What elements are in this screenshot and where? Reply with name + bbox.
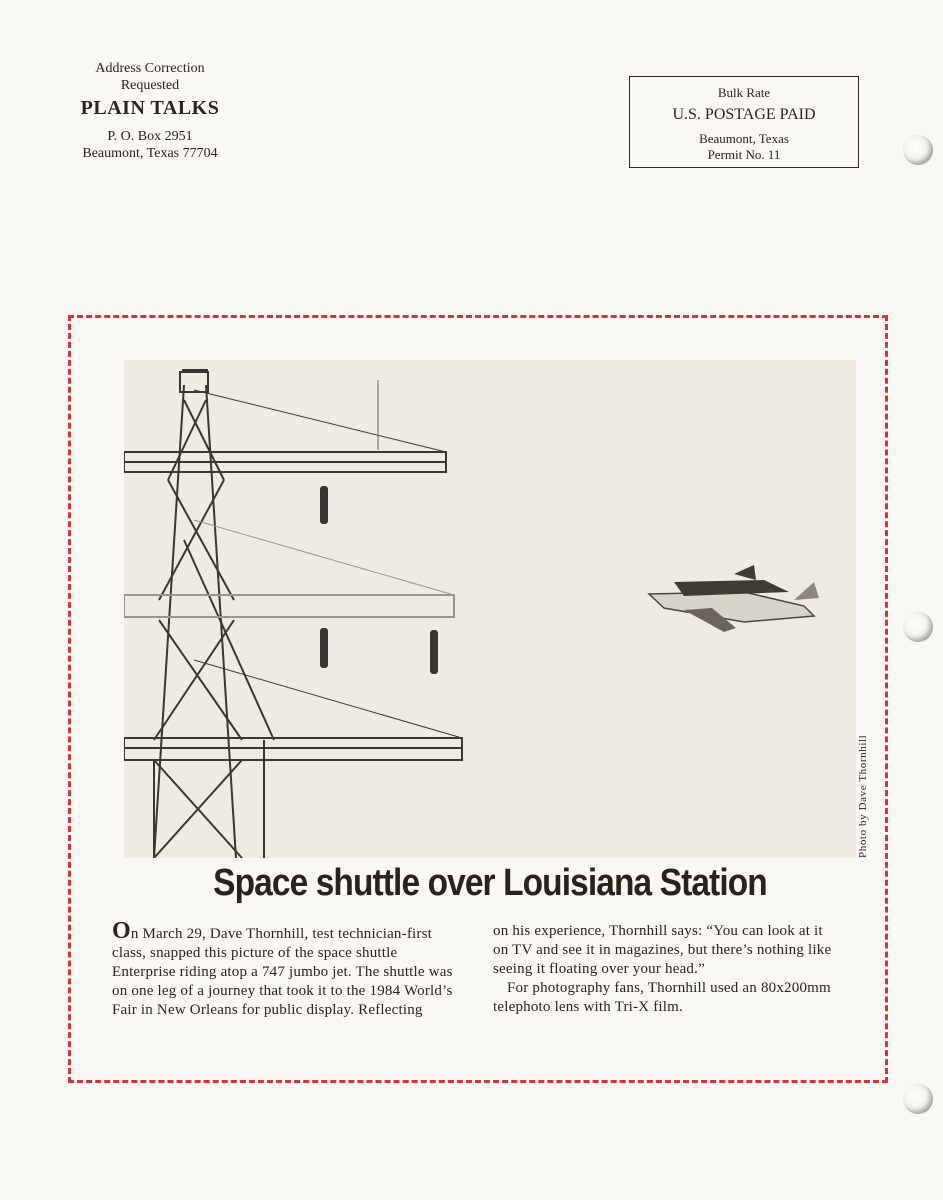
address-correction-line: Address Correction [95,61,205,76]
permit-number: Permit No. 11 [707,147,781,162]
publication-name: PLAIN TALKS [80,97,220,119]
drop-cap: O [112,918,131,944]
binder-hole-middle [903,612,933,642]
article-column-2 [493,922,833,1017]
article-column-1 [112,918,462,1020]
bulk-rate-label: Bulk Rate [717,85,771,100]
paragraph-1-text: n March 29, Dave Thornhill, test technician-first class, snapped this picture of the space shuttle Enterprise riding atop a 747 jumbo jet. The shuttle was on one leg of a journey that took it to the 1984 World’s Fair in New Orleans for public display. Reflecting [112,926,453,1018]
binder-hole-bottom [903,1084,933,1114]
photo-credit: Photo by Dave Thornhill [857,734,869,858]
postage-paid-label: U.S. POSTAGE PAID [672,106,816,123]
article-paragraph-1-start [112,918,462,1020]
headline: Space shuttle over Louisiana Station [213,862,767,904]
photo-illustration [124,360,856,858]
indicia-city: Beaumont, Texas [699,131,789,146]
shuttle-photo [124,360,856,858]
article-paragraph-1-end: on his experience, Thornhill says: “You can look at it on TV and see it in magazines, but there’s nothing like seeing it floating over your head.” [493,923,832,977]
city-line: Beaumont, Texas 77704 [82,146,218,161]
article-paragraph-2: For photography fans, Thornhill used an 80x200mm telephoto lens with Tri-X film. [493,980,831,1015]
binder-hole-top [903,135,933,165]
postage-indicia [629,76,859,168]
po-box: P. O. Box 2951 [107,129,193,144]
return-address [60,60,240,162]
requested-line: Requested [120,78,180,93]
